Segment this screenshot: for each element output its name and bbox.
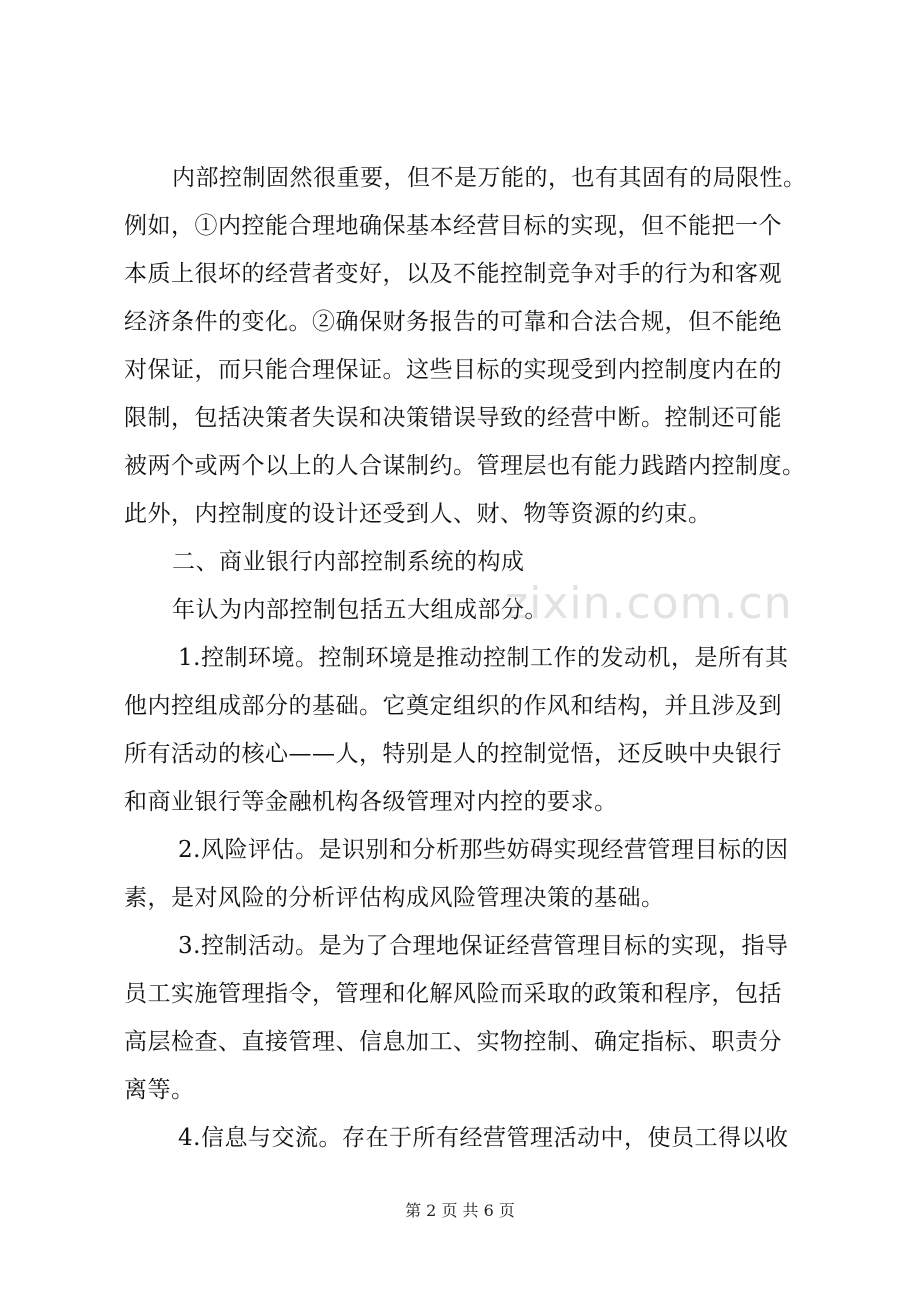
text-line: 2.风险评估。是识别和分析那些妨碍实现经营管理目标的因 bbox=[178, 837, 789, 863]
text-line: 离等。 bbox=[124, 1077, 195, 1103]
text-line: 年认为内部控制包括五大组成部分。 bbox=[172, 597, 548, 623]
text-line: 内部控制固然很重要，但不是万能的，也有其固有的局限性。 bbox=[172, 165, 807, 191]
watermark: zixin.com.cn bbox=[505, 578, 793, 629]
text-line: 例如，①内控能合理地确保基本经营目标的实现，但不能把一个 bbox=[124, 213, 782, 239]
text-line: 高层检查、直接管理、信息加工、实物控制、确定指标、职责分 bbox=[124, 1029, 782, 1055]
text-line: 所有活动的核心——人，特别是人的控制觉悟，还反映中央银行 bbox=[124, 741, 782, 767]
text-line: 此外，内控制度的设计还受到人、财、物等资源的约束。 bbox=[124, 501, 712, 527]
text-line: 和商业银行等金融机构各级管理对内控的要求。 bbox=[124, 789, 618, 815]
text-line: 被两个或两个以上的人合谋制约。管理层也有能力践踏内控制度。 bbox=[124, 453, 806, 479]
text-line: 本质上很坏的经营者变好，以及不能控制竞争对手的行为和客观 bbox=[124, 261, 782, 287]
text-line: 经济条件的变化。②确保财务报告的可靠和合法合规，但不能绝 bbox=[124, 309, 782, 335]
text-line: 限制，包括决策者失误和决策错误导致的经营中断。控制还可能 bbox=[124, 405, 782, 431]
text-line: 1.控制环境。控制环境是推动控制工作的发动机，是所有其 bbox=[178, 645, 789, 671]
page-footer: 第 2 页 共 6 页 bbox=[405, 1201, 515, 1220]
text-line: 4.信息与交流。存在于所有经营管理活动中，使员工得以收 bbox=[178, 1125, 789, 1151]
text-line: 对保证，而只能合理保证。这些目标的实现受到内控制度内在的 bbox=[124, 357, 782, 383]
text-line: 他内控组成部分的基础。它奠定组织的作风和结构，并且涉及到 bbox=[124, 693, 782, 719]
text-line: 素，是对风险的分析评估构成风险管理决策的基础。 bbox=[124, 885, 665, 911]
section-heading: 二、商业银行内部控制系统的构成 bbox=[172, 549, 525, 575]
text-line: 3.控制活动。是为了合理地保证经营管理目标的实现，指导 bbox=[178, 933, 789, 959]
text-line: 员工实施管理指令，管理和化解风险而采取的政策和程序，包括 bbox=[124, 981, 782, 1007]
